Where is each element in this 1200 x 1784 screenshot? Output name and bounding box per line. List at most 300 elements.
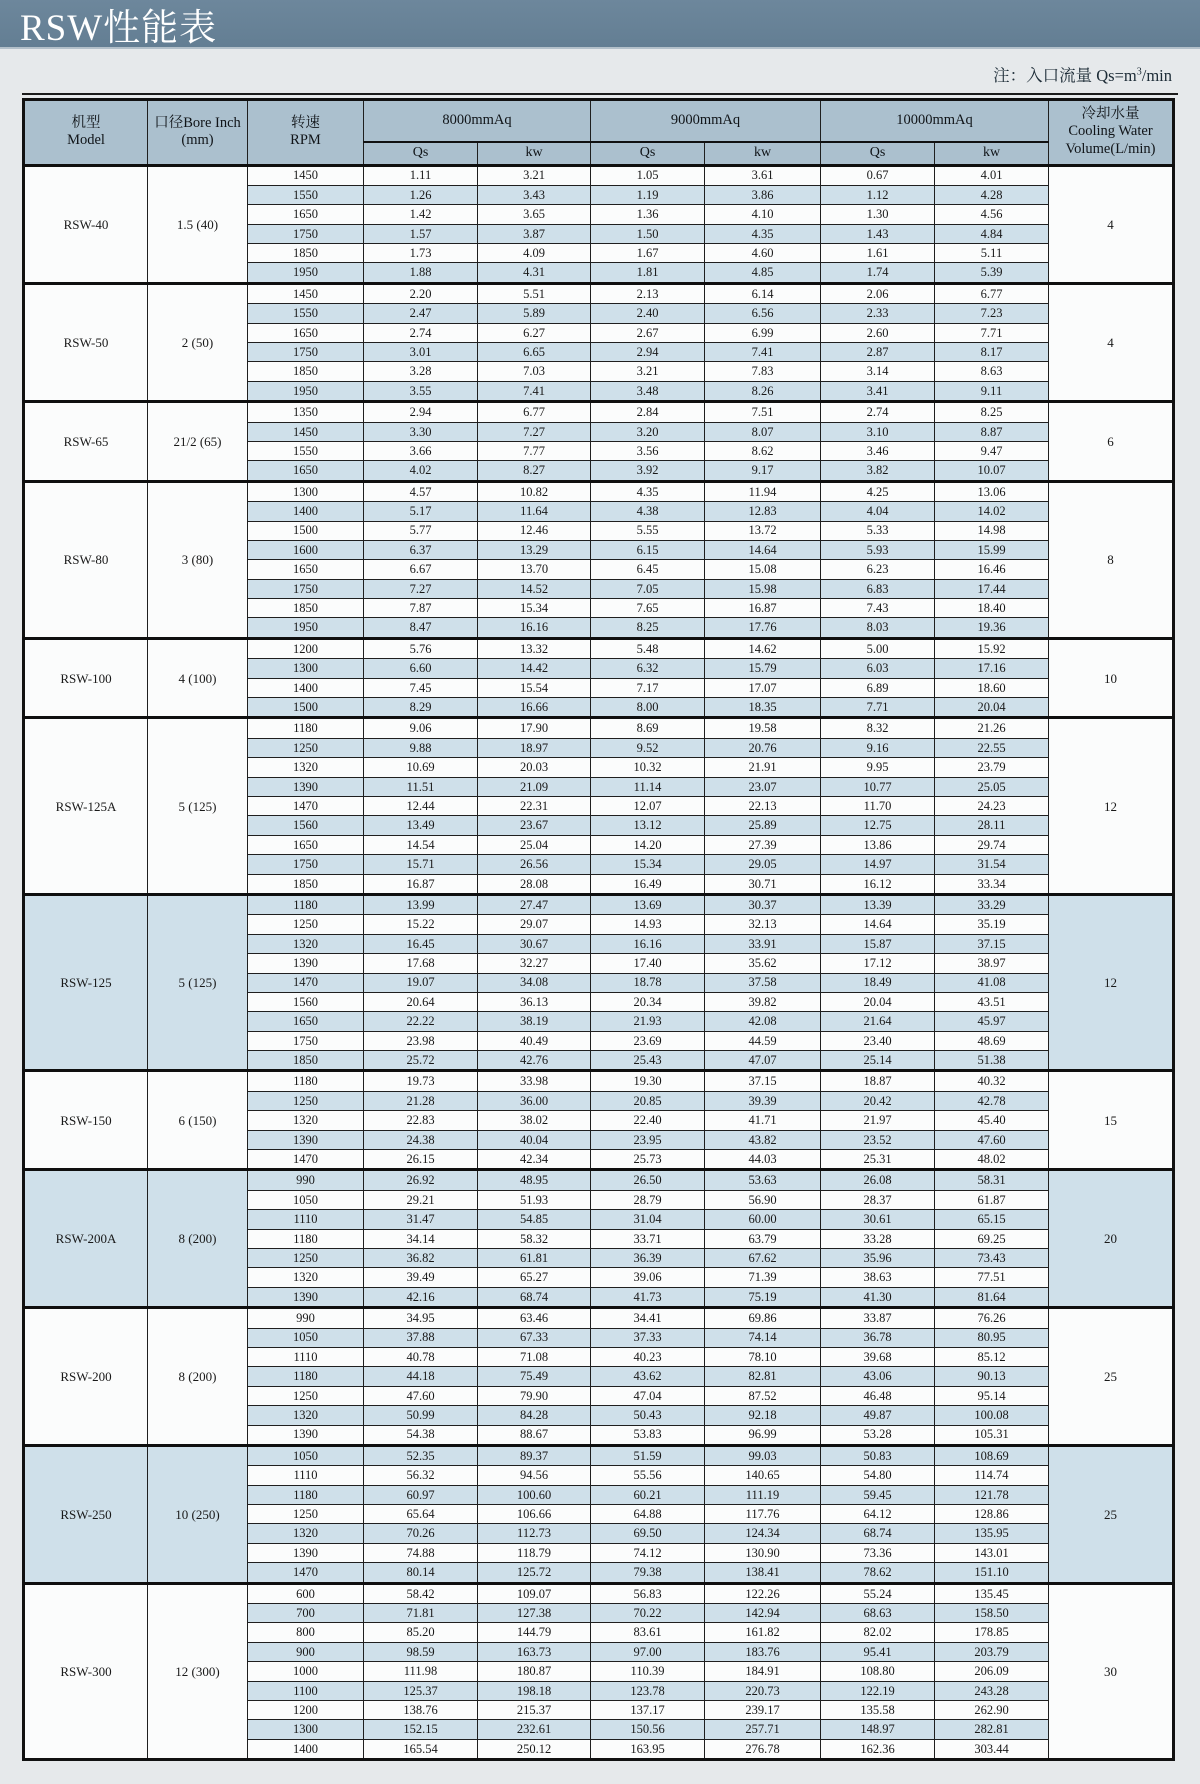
kw-10000-cell: 18.60 <box>935 678 1049 697</box>
qs-10000-cell: 21.97 <box>821 1111 935 1130</box>
qs-10000-cell: 1.43 <box>821 224 935 243</box>
qs-9000-cell: 8.25 <box>591 618 705 638</box>
qs-10000-cell: 7.43 <box>821 599 935 618</box>
kw-9000-cell: 3.61 <box>705 165 821 185</box>
qs-8000-cell: 19.73 <box>364 1071 478 1091</box>
kw-10000-cell: 61.87 <box>935 1190 1049 1209</box>
qs-9000-cell: 2.84 <box>591 402 705 422</box>
kw-9000-cell: 53.63 <box>705 1170 821 1190</box>
note-suffix: /min <box>1141 66 1172 85</box>
rpm-cell: 1320 <box>248 1111 364 1130</box>
qs-10000-cell: 15.87 <box>821 934 935 953</box>
qs-10000-cell: 2.74 <box>821 402 935 422</box>
kw-8000-cell: 17.90 <box>478 718 591 738</box>
rpm-cell: 1470 <box>248 797 364 816</box>
qs-9000-cell: 18.78 <box>591 973 705 992</box>
qs-10000-cell: 73.36 <box>821 1543 935 1562</box>
kw-9000-cell: 257.71 <box>705 1720 821 1739</box>
kw-8000-cell: 48.95 <box>478 1170 591 1190</box>
qs-8000-cell: 25.72 <box>364 1051 478 1071</box>
bore-cell: 2 (50) <box>148 283 248 401</box>
kw-8000-cell: 112.73 <box>478 1524 591 1543</box>
qs-10000-cell: 135.58 <box>821 1700 935 1719</box>
qs-10000-cell: 13.86 <box>821 835 935 854</box>
qs-9000-cell: 7.65 <box>591 599 705 618</box>
header-model-en: Model <box>67 132 105 148</box>
qs-8000-cell: 12.44 <box>364 797 478 816</box>
kw-9000-cell: 6.56 <box>705 304 821 323</box>
kw-9000-cell: 122.26 <box>705 1583 821 1603</box>
page-title: RSW性能表 <box>20 7 218 49</box>
qs-9000-cell: 110.39 <box>591 1662 705 1681</box>
kw-10000-cell: 100.08 <box>935 1406 1049 1425</box>
kw-10000-cell: 10.07 <box>935 461 1049 481</box>
qs-8000-cell: 6.37 <box>364 540 478 559</box>
qs-10000-cell: 18.87 <box>821 1071 935 1091</box>
qs-8000-cell: 5.76 <box>364 638 478 658</box>
kw-8000-cell: 109.07 <box>478 1583 591 1603</box>
kw-10000-cell: 4.56 <box>935 205 1049 224</box>
rpm-cell: 700 <box>248 1604 364 1623</box>
qs-8000-cell: 70.26 <box>364 1524 478 1543</box>
qs-8000-cell: 6.67 <box>364 560 478 579</box>
qs-8000-cell: 2.47 <box>364 304 478 323</box>
rpm-cell: 1110 <box>248 1210 364 1229</box>
kw-10000-cell: 206.09 <box>935 1662 1049 1681</box>
kw-10000-cell: 51.38 <box>935 1051 1049 1071</box>
kw-10000-cell: 9.47 <box>935 441 1049 460</box>
kw-9000-cell: 78.10 <box>705 1347 821 1366</box>
qs-9000-cell: 28.79 <box>591 1190 705 1209</box>
rpm-cell: 800 <box>248 1623 364 1642</box>
qs-9000-cell: 23.95 <box>591 1130 705 1149</box>
qs-9000-cell: 13.69 <box>591 894 705 914</box>
qs-10000-cell: 41.30 <box>821 1287 935 1307</box>
kw-9000-cell: 130.90 <box>705 1543 821 1562</box>
qs-8000-cell: 23.98 <box>364 1031 478 1050</box>
header-model <box>24 99 148 165</box>
rpm-cell: 1650 <box>248 1012 364 1031</box>
kw-8000-cell: 118.79 <box>478 1543 591 1562</box>
kw-9000-cell: 17.76 <box>705 618 821 638</box>
kw-10000-cell: 37.15 <box>935 934 1049 953</box>
kw-10000-cell: 48.02 <box>935 1150 1049 1170</box>
kw-10000-cell: 7.71 <box>935 323 1049 342</box>
qs-8000-cell: 52.35 <box>364 1445 478 1465</box>
kw-8000-cell: 13.32 <box>478 638 591 658</box>
qs-10000-cell: 53.28 <box>821 1425 935 1445</box>
kw-9000-cell: 13.72 <box>705 521 821 540</box>
kw-9000-cell: 15.79 <box>705 659 821 678</box>
kw-10000-cell: 5.11 <box>935 244 1049 263</box>
rpm-cell: 1850 <box>248 244 364 263</box>
kw-8000-cell: 71.08 <box>478 1347 591 1366</box>
kw-10000-cell: 4.01 <box>935 165 1049 185</box>
header-bore <box>148 99 248 165</box>
model-cell: RSW-100 <box>24 638 148 718</box>
rpm-cell: 1950 <box>248 618 364 638</box>
rpm-cell: 1500 <box>248 698 364 718</box>
kw-9000-cell: 30.71 <box>705 874 821 894</box>
qs-8000-cell: 5.77 <box>364 521 478 540</box>
qs-10000-cell: 54.80 <box>821 1466 935 1485</box>
kw-9000-cell: 6.14 <box>705 283 821 303</box>
qs-9000-cell: 3.56 <box>591 441 705 460</box>
qs-9000-cell: 14.93 <box>591 915 705 934</box>
rpm-cell: 1850 <box>248 874 364 894</box>
kw-10000-cell: 28.11 <box>935 816 1049 835</box>
qs-8000-cell: 2.94 <box>364 402 478 422</box>
kw-10000-cell: 17.44 <box>935 579 1049 598</box>
header-cooling-zh: 冷却水量 <box>1081 105 1140 122</box>
qs-10000-cell: 5.93 <box>821 540 935 559</box>
kw-9000-cell: 30.37 <box>705 894 821 914</box>
qs-8000-cell: 7.27 <box>364 579 478 598</box>
qs-10000-cell: 39.68 <box>821 1347 935 1366</box>
rpm-cell: 1320 <box>248 1268 364 1287</box>
kw-9000-cell: 39.39 <box>705 1091 821 1110</box>
bore-cell: 3 (80) <box>148 481 248 638</box>
qs-10000-cell: 36.78 <box>821 1328 935 1347</box>
kw-8000-cell: 13.70 <box>478 560 591 579</box>
kw-9000-cell: 8.26 <box>705 381 821 401</box>
bore-cell: 8 (200) <box>148 1308 248 1446</box>
kw-10000-cell: 38.97 <box>935 954 1049 973</box>
kw-9000-cell: 29.05 <box>705 855 821 874</box>
kw-9000-cell: 184.91 <box>705 1662 821 1681</box>
kw-10000-cell: 35.19 <box>935 915 1049 934</box>
kw-10000-cell: 114.74 <box>935 1466 1049 1485</box>
qs-8000-cell: 34.14 <box>364 1229 478 1248</box>
kw-10000-cell: 9.11 <box>935 381 1049 401</box>
kw-10000-cell: 121.78 <box>935 1485 1049 1504</box>
kw-9000-cell: 69.86 <box>705 1308 821 1328</box>
qs-9000-cell: 70.22 <box>591 1604 705 1623</box>
kw-10000-cell: 21.26 <box>935 718 1049 738</box>
cooling-cell: 20 <box>1049 1170 1174 1308</box>
qs-10000-cell: 68.74 <box>821 1524 935 1543</box>
kw-8000-cell: 11.64 <box>478 502 591 521</box>
qs-9000-cell: 50.43 <box>591 1406 705 1425</box>
qs-10000-cell: 8.32 <box>821 718 935 738</box>
kw-8000-cell: 3.43 <box>478 185 591 204</box>
qs-9000-cell: 2.13 <box>591 283 705 303</box>
kw-10000-cell: 16.46 <box>935 560 1049 579</box>
qs-9000-cell: 16.16 <box>591 934 705 953</box>
rpm-cell: 1250 <box>248 1248 364 1267</box>
qs-10000-cell: 12.75 <box>821 816 935 835</box>
bore-cell: 5 (125) <box>148 718 248 895</box>
qs-9000-cell: 31.04 <box>591 1210 705 1229</box>
rpm-cell: 1750 <box>248 1031 364 1050</box>
qs-8000-cell: 34.95 <box>364 1308 478 1328</box>
kw-9000-cell: 15.98 <box>705 579 821 598</box>
qs-8000-cell: 26.92 <box>364 1170 478 1190</box>
subheader-kw-9000: kw <box>705 142 821 166</box>
kw-10000-cell: 25.05 <box>935 777 1049 796</box>
qs-9000-cell: 74.12 <box>591 1543 705 1562</box>
kw-10000-cell: 15.99 <box>935 540 1049 559</box>
data-row <box>24 1170 1174 1190</box>
cooling-cell: 4 <box>1049 165 1174 283</box>
kw-9000-cell: 25.89 <box>705 816 821 835</box>
qs-10000-cell: 2.33 <box>821 304 935 323</box>
kw-9000-cell: 35.62 <box>705 954 821 973</box>
qs-9000-cell: 19.30 <box>591 1071 705 1091</box>
rpm-cell: 1470 <box>248 973 364 992</box>
qs-8000-cell: 58.42 <box>364 1583 478 1603</box>
rpm-cell: 1300 <box>248 481 364 501</box>
qs-9000-cell: 5.48 <box>591 638 705 658</box>
kw-8000-cell: 26.56 <box>478 855 591 874</box>
qs-10000-cell: 3.41 <box>821 381 935 401</box>
model-cell: RSW-200A <box>24 1170 148 1308</box>
qs-10000-cell: 10.77 <box>821 777 935 796</box>
qs-9000-cell: 2.40 <box>591 304 705 323</box>
qs-8000-cell: 9.88 <box>364 738 478 757</box>
qs-10000-cell: 20.42 <box>821 1091 935 1110</box>
kw-8000-cell: 100.60 <box>478 1485 591 1504</box>
kw-8000-cell: 125.72 <box>478 1563 591 1583</box>
kw-9000-cell: 7.83 <box>705 362 821 381</box>
kw-9000-cell: 14.62 <box>705 638 821 658</box>
qs-10000-cell: 2.06 <box>821 283 935 303</box>
qs-9000-cell: 1.36 <box>591 205 705 224</box>
qs-9000-cell: 15.34 <box>591 855 705 874</box>
qs-8000-cell: 39.49 <box>364 1268 478 1287</box>
qs-8000-cell: 138.76 <box>364 1700 478 1719</box>
data-row <box>24 1445 1174 1465</box>
performance-table <box>22 98 1175 1762</box>
qs-9000-cell: 11.14 <box>591 777 705 796</box>
kw-9000-cell: 27.39 <box>705 835 821 854</box>
qs-9000-cell: 79.38 <box>591 1563 705 1583</box>
qs-9000-cell: 7.05 <box>591 579 705 598</box>
kw-10000-cell: 8.87 <box>935 422 1049 441</box>
rpm-cell: 1180 <box>248 1229 364 1248</box>
qs-9000-cell: 22.40 <box>591 1111 705 1130</box>
qs-10000-cell: 162.36 <box>821 1739 935 1759</box>
qs-10000-cell: 50.83 <box>821 1445 935 1465</box>
kw-10000-cell: 77.51 <box>935 1268 1049 1287</box>
rpm-cell: 1050 <box>248 1445 364 1465</box>
qs-9000-cell: 3.92 <box>591 461 705 481</box>
qs-8000-cell: 65.64 <box>364 1505 478 1524</box>
kw-8000-cell: 14.42 <box>478 659 591 678</box>
kw-8000-cell: 27.47 <box>478 894 591 914</box>
kw-9000-cell: 111.19 <box>705 1485 821 1504</box>
rpm-cell: 1180 <box>248 1485 364 1504</box>
qs-9000-cell: 36.39 <box>591 1248 705 1267</box>
bore-cell: 21/2 (65) <box>148 402 248 482</box>
kw-9000-cell: 43.82 <box>705 1130 821 1149</box>
qs-9000-cell: 2.67 <box>591 323 705 342</box>
header-cooling-water <box>1049 99 1174 165</box>
kw-8000-cell: 6.77 <box>478 402 591 422</box>
rpm-cell: 1650 <box>248 323 364 342</box>
kw-10000-cell: 8.63 <box>935 362 1049 381</box>
kw-10000-cell: 4.28 <box>935 185 1049 204</box>
qs-8000-cell: 50.99 <box>364 1406 478 1425</box>
cooling-cell: 25 <box>1049 1445 1174 1583</box>
model-cell: RSW-125 <box>24 894 148 1071</box>
qs-8000-cell: 22.22 <box>364 1012 478 1031</box>
qs-8000-cell: 80.14 <box>364 1563 478 1583</box>
qs-8000-cell: 13.99 <box>364 894 478 914</box>
model-cell: RSW-250 <box>24 1445 148 1583</box>
kw-9000-cell: 4.85 <box>705 263 821 283</box>
kw-9000-cell: 67.62 <box>705 1248 821 1267</box>
kw-10000-cell: 135.45 <box>935 1583 1049 1603</box>
cooling-cell: 25 <box>1049 1308 1174 1446</box>
rpm-cell: 1400 <box>248 678 364 697</box>
qs-9000-cell: 150.56 <box>591 1720 705 1739</box>
kw-8000-cell: 23.67 <box>478 816 591 835</box>
kw-10000-cell: 303.44 <box>935 1739 1049 1759</box>
qs-10000-cell: 4.04 <box>821 502 935 521</box>
kw-10000-cell: 45.97 <box>935 1012 1049 1031</box>
qs-10000-cell: 6.89 <box>821 678 935 697</box>
qs-10000-cell: 49.87 <box>821 1406 935 1425</box>
rpm-cell: 1400 <box>248 502 364 521</box>
rpm-cell: 1550 <box>248 304 364 323</box>
rpm-cell: 990 <box>248 1170 364 1190</box>
kw-8000-cell: 7.03 <box>478 362 591 381</box>
kw-10000-cell: 69.25 <box>935 1229 1049 1248</box>
note-superscript: 3 <box>1136 66 1142 78</box>
kw-10000-cell: 95.14 <box>935 1386 1049 1405</box>
qs-8000-cell: 5.17 <box>364 502 478 521</box>
kw-8000-cell: 94.56 <box>478 1466 591 1485</box>
rpm-cell: 1650 <box>248 560 364 579</box>
qs-8000-cell: 42.16 <box>364 1287 478 1307</box>
kw-8000-cell: 4.09 <box>478 244 591 263</box>
kw-10000-cell: 17.16 <box>935 659 1049 678</box>
model-cell: RSW-50 <box>24 283 148 401</box>
qs-9000-cell: 2.94 <box>591 343 705 362</box>
bore-cell: 12 (300) <box>148 1583 248 1760</box>
kw-9000-cell: 71.39 <box>705 1268 821 1287</box>
kw-9000-cell: 39.82 <box>705 992 821 1011</box>
kw-10000-cell: 4.84 <box>935 224 1049 243</box>
qs-8000-cell: 36.82 <box>364 1248 478 1267</box>
qs-9000-cell: 1.19 <box>591 185 705 204</box>
qs-9000-cell: 69.50 <box>591 1524 705 1543</box>
kw-8000-cell: 18.97 <box>478 738 591 757</box>
qs-8000-cell: 3.55 <box>364 381 478 401</box>
qs-9000-cell: 3.48 <box>591 381 705 401</box>
kw-9000-cell: 37.58 <box>705 973 821 992</box>
kw-8000-cell: 4.31 <box>478 263 591 283</box>
kw-8000-cell: 106.66 <box>478 1505 591 1524</box>
kw-10000-cell: 19.36 <box>935 618 1049 638</box>
cooling-cell: 6 <box>1049 402 1174 482</box>
header-rpm-zh: 转速 <box>291 114 320 131</box>
qs-10000-cell: 13.39 <box>821 894 935 914</box>
rpm-cell: 1450 <box>248 283 364 303</box>
qs-10000-cell: 148.97 <box>821 1720 935 1739</box>
kw-8000-cell: 7.77 <box>478 441 591 460</box>
rpm-cell: 1470 <box>248 1150 364 1170</box>
rpm-cell: 1450 <box>248 165 364 185</box>
kw-8000-cell: 3.21 <box>478 165 591 185</box>
qs-9000-cell: 14.20 <box>591 835 705 854</box>
qs-10000-cell: 82.02 <box>821 1623 935 1642</box>
qs-10000-cell: 95.41 <box>821 1642 935 1661</box>
rpm-cell: 1650 <box>248 835 364 854</box>
qs-8000-cell: 74.88 <box>364 1543 478 1562</box>
table-header <box>24 99 1174 165</box>
kw-10000-cell: 8.25 <box>935 402 1049 422</box>
kw-10000-cell: 8.17 <box>935 343 1049 362</box>
qs-9000-cell: 1.81 <box>591 263 705 283</box>
qs-8000-cell: 152.15 <box>364 1720 478 1739</box>
qs-10000-cell: 18.49 <box>821 973 935 992</box>
kw-10000-cell: 178.85 <box>935 1623 1049 1642</box>
kw-10000-cell: 151.10 <box>935 1563 1049 1583</box>
rpm-cell: 1950 <box>248 381 364 401</box>
qs-8000-cell: 3.66 <box>364 441 478 460</box>
qs-8000-cell: 17.68 <box>364 954 478 973</box>
kw-8000-cell: 10.82 <box>478 481 591 501</box>
rpm-cell: 1390 <box>248 1287 364 1307</box>
subheader-kw-10000: kw <box>935 142 1049 166</box>
subheader-qs-8000: Qs <box>364 142 478 166</box>
qs-8000-cell: 1.57 <box>364 224 478 243</box>
qs-10000-cell: 122.19 <box>821 1681 935 1700</box>
data-row <box>24 1583 1174 1603</box>
qs-10000-cell: 11.70 <box>821 797 935 816</box>
kw-9000-cell: 21.91 <box>705 758 821 777</box>
kw-10000-cell: 24.23 <box>935 797 1049 816</box>
kw-10000-cell: 18.40 <box>935 599 1049 618</box>
kw-8000-cell: 58.32 <box>478 1229 591 1248</box>
kw-8000-cell: 68.74 <box>478 1287 591 1307</box>
kw-8000-cell: 15.34 <box>478 599 591 618</box>
qs-10000-cell: 14.64 <box>821 915 935 934</box>
kw-8000-cell: 36.13 <box>478 992 591 1011</box>
qs-9000-cell: 34.41 <box>591 1308 705 1328</box>
rpm-cell: 1500 <box>248 521 364 540</box>
kw-10000-cell: 5.39 <box>935 263 1049 283</box>
kw-9000-cell: 44.03 <box>705 1150 821 1170</box>
qs-9000-cell: 64.88 <box>591 1505 705 1524</box>
qs-9000-cell: 20.85 <box>591 1091 705 1110</box>
qs-10000-cell: 1.12 <box>821 185 935 204</box>
rpm-cell: 1390 <box>248 954 364 973</box>
bore-cell: 1.5 (40) <box>148 165 248 283</box>
qs-8000-cell: 7.87 <box>364 599 478 618</box>
qs-8000-cell: 125.37 <box>364 1681 478 1700</box>
qs-10000-cell: 55.24 <box>821 1583 935 1603</box>
kw-9000-cell: 183.76 <box>705 1642 821 1661</box>
qs-9000-cell: 3.21 <box>591 362 705 381</box>
kw-8000-cell: 65.27 <box>478 1268 591 1287</box>
qs-9000-cell: 47.04 <box>591 1386 705 1405</box>
rpm-cell: 1250 <box>248 1386 364 1405</box>
qs-9000-cell: 20.34 <box>591 992 705 1011</box>
kw-8000-cell: 14.52 <box>478 579 591 598</box>
data-row <box>24 481 1174 501</box>
rpm-cell: 1320 <box>248 1406 364 1425</box>
subheader-qs-9000: Qs <box>591 142 705 166</box>
qs-10000-cell: 20.04 <box>821 992 935 1011</box>
kw-10000-cell: 158.50 <box>935 1604 1049 1623</box>
qs-8000-cell: 14.54 <box>364 835 478 854</box>
qs-9000-cell: 6.15 <box>591 540 705 559</box>
qs-8000-cell: 1.26 <box>364 185 478 204</box>
rpm-cell: 600 <box>248 1583 364 1603</box>
